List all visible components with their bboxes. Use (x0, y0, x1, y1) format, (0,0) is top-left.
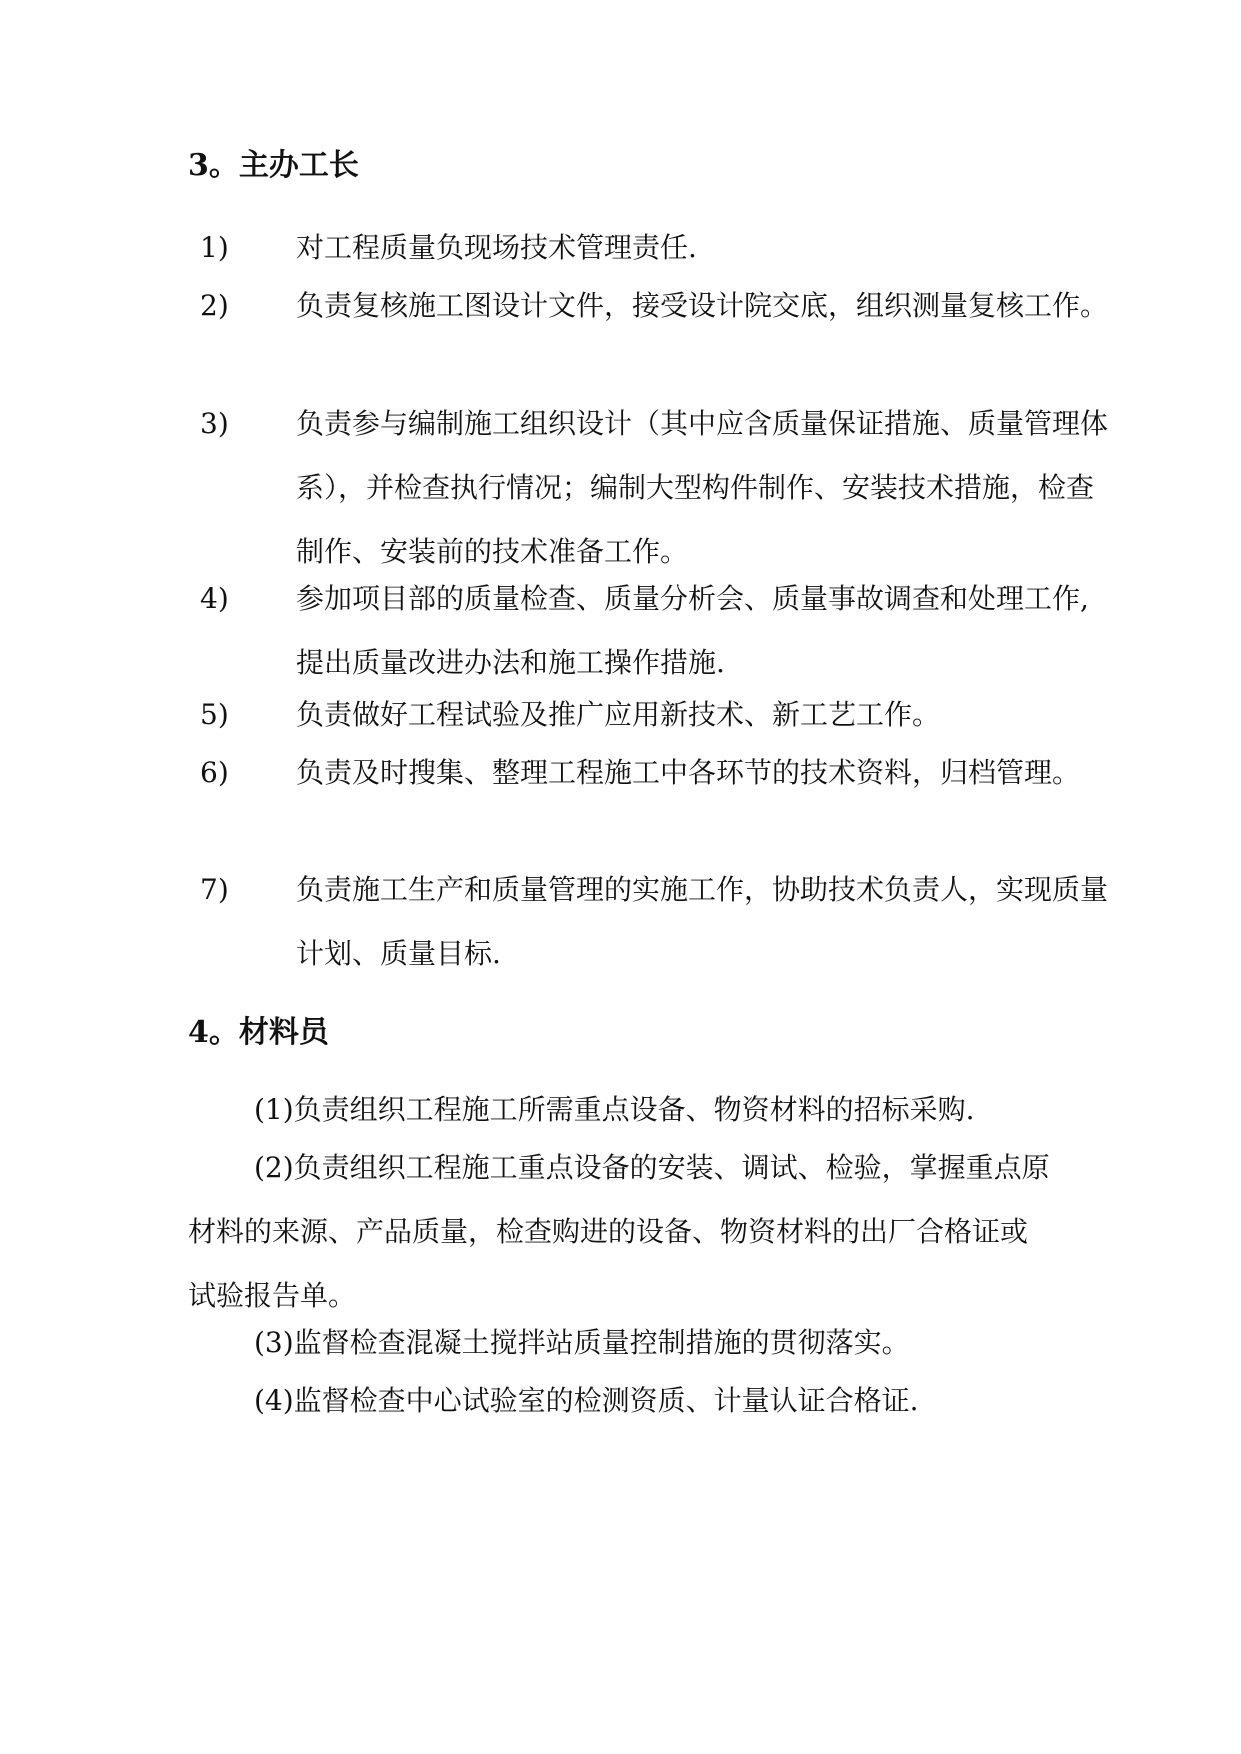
item-text: 负责及时搜集、整理工程施工中各环节的技术资料，归档管理。 (296, 756, 1081, 789)
item-number: 6) (200, 756, 229, 789)
section-3-item-7 (200, 858, 1109, 986)
section-3-item-4 (200, 567, 1108, 695)
section-3-item-2 (200, 274, 1109, 338)
item-text: 对工程质量负现场技术管理责任. (296, 231, 697, 264)
section-3-item-3 (200, 392, 1109, 584)
item-number: 3) (200, 407, 229, 440)
section-4-item-3: (3)监督检查混凝土搅拌站质量控制措施的贯彻落实。 (254, 1326, 910, 1359)
section-3-item-1 (200, 216, 1108, 280)
section-3-heading: 3。主办工长 (188, 148, 359, 183)
item-number: 1) (200, 231, 229, 264)
item-text: 负责做好工程试验及推广应用新技术、新工艺工作。 (296, 698, 941, 731)
section-4-heading: 4。材料员 (188, 1015, 329, 1050)
item-number: 5) (200, 698, 229, 731)
item-text: 负责施工生产和质量管理的实施工作，协助技术负责人，实现质量计划、质量目标. (296, 873, 1109, 970)
item-number: 7) (200, 873, 229, 906)
section-4-item-2: (2)负责组织工程施工重点设备的安装、调试、检验，掌握重点原材料的来源、产品质量，检查购进的设备、物资材料的出厂合格证或试验报告单。 (188, 1151, 1050, 1312)
section-4-item-1: (1)负责组织工程施工所需重点设备、物资材料的招标采购. (254, 1093, 975, 1126)
section-3-item-6 (200, 741, 1108, 805)
section-3-item-5 (200, 683, 1108, 747)
item-number: 4) (200, 582, 229, 615)
section-4-item-4: (4)监督检查中心试验室的检测资质、计量认证合格证. (254, 1384, 919, 1417)
item-text: 参加项目部的质量检查、质量分析会、质量事故调查和处理工作,提出质量改进办法和施工操作措施. (296, 582, 1089, 679)
item-number: 2) (200, 289, 229, 322)
item-text: 负责参与编制施工组织设计（其中应含质量保证措施、质量管理体系），并检查执行情况；编制大型构件制作、安装技术措施，检查制作、安装前的技术准备工作。 (296, 407, 1109, 568)
item-text: 负责复核施工图设计文件，接受设计院交底，组织测量复核工作。 (296, 289, 1109, 322)
